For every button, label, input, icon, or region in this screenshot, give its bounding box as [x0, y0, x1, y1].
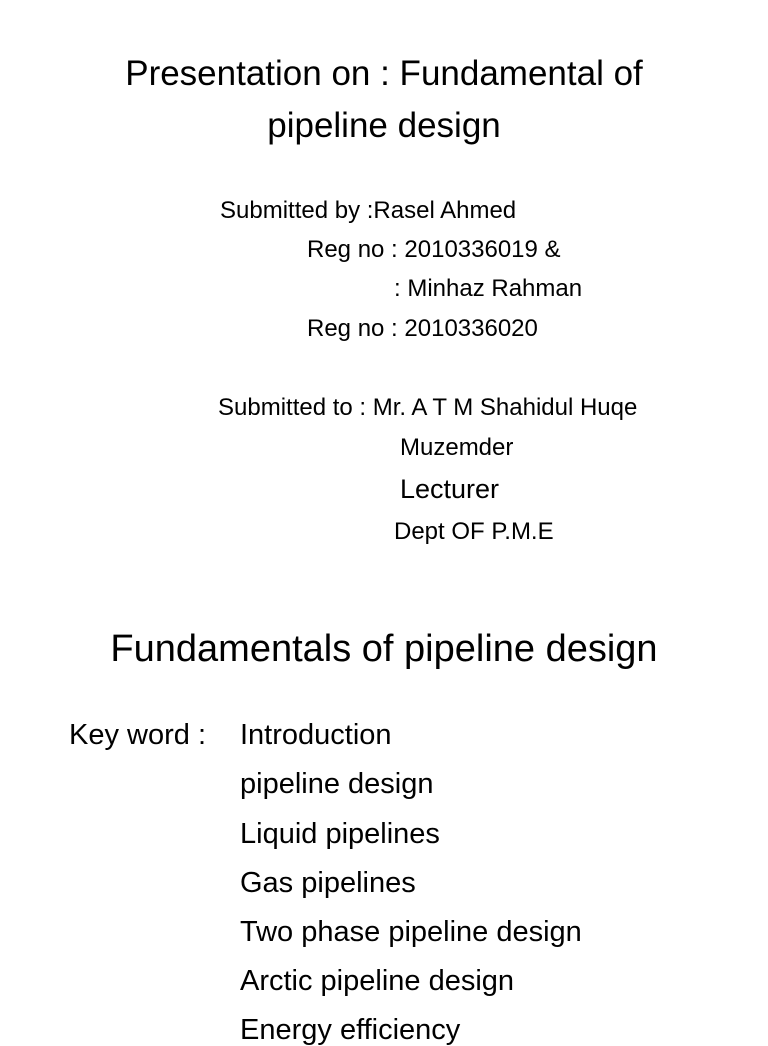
keyword-item: Two phase pipeline design: [240, 916, 582, 948]
supervisor-designation: Lecturer: [400, 474, 500, 504]
submitted-by-line: Submitted by :Rasel Ahmed: [220, 197, 517, 224]
keyword-item: Energy efficiency: [240, 1014, 461, 1046]
keyword-item: Gas pipelines: [240, 867, 416, 899]
reg-number-1: Reg no : 2010336019 &: [307, 236, 561, 263]
keyword-item: Liquid pipelines: [240, 818, 440, 850]
keyword-item: pipeline design: [240, 768, 434, 800]
submitted-to-line: Submitted to : Mr. A T M Shahidul Huqe: [218, 394, 638, 421]
second-author-name: : Minhaz Rahman: [394, 275, 583, 302]
keyword-item: Arctic pipeline design: [240, 965, 515, 997]
reg-number-2: Reg no : 2010336020: [307, 315, 538, 342]
keyword-label: Key word :: [69, 719, 206, 751]
keywords-slide: [0, 590, 768, 1046]
keyword-item: Introduction: [240, 719, 392, 751]
presentation-title-line-2: pipeline design: [267, 106, 501, 145]
keywords-slide-title: Fundamentals of pipeline design: [110, 628, 658, 670]
department: Dept OF P.M.E: [394, 518, 554, 545]
supervisor-surname: Muzemder: [400, 434, 514, 461]
presentation-title-line-1: Presentation on : Fundamental of: [125, 54, 643, 93]
